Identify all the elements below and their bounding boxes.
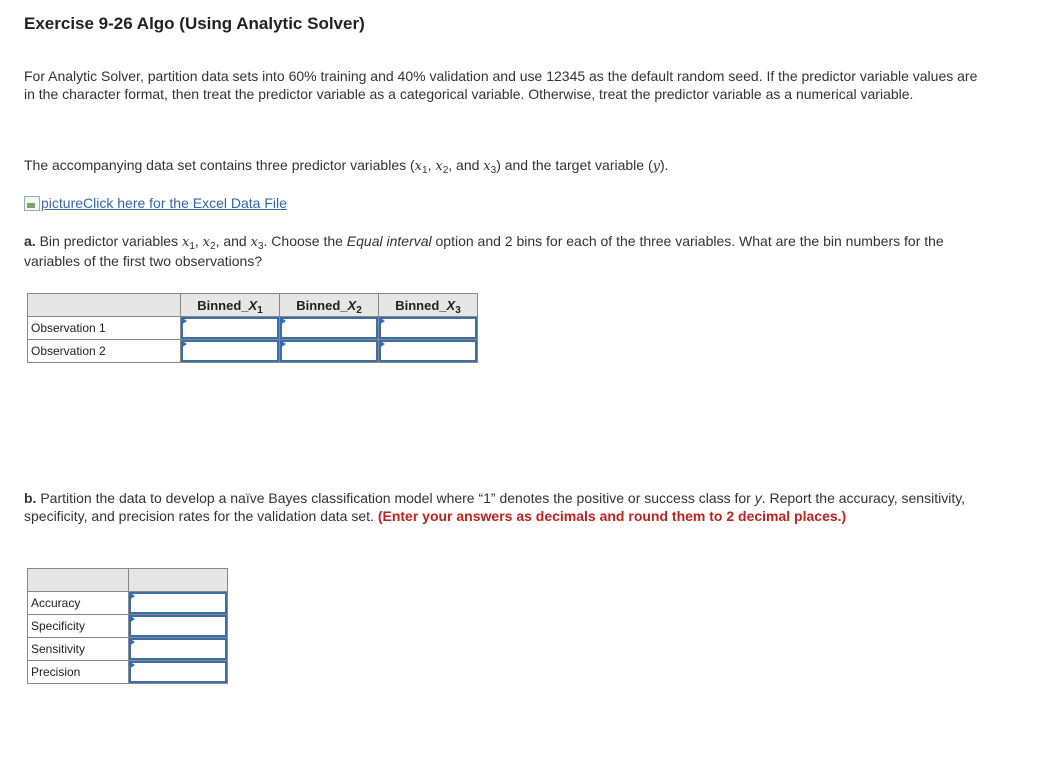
row-label-accuracy: Accuracy	[28, 592, 129, 615]
header-binned-x1: $Binned\_X_1$	[181, 294, 280, 317]
input-marker-icon	[129, 592, 135, 600]
obs2-binned-x2-input[interactable]	[280, 340, 378, 362]
obs1-binned-x3-input[interactable]	[379, 317, 477, 339]
input-marker-icon	[129, 615, 135, 623]
header-binned-x2: $Binned\_X_2$	[280, 294, 379, 317]
dataset-description: The accompanying data set contains three predictor variables ($x_1$, $x_2$, and $x_3$) and the target variable (y).	[24, 157, 669, 176]
row-label-precision: Precision	[28, 661, 129, 684]
row-label-observation-2: Observation 2	[28, 340, 181, 363]
table-row	[28, 638, 228, 661]
input-marker-icon	[129, 638, 135, 646]
accuracy-input[interactable]	[129, 592, 227, 614]
metrics-table	[27, 568, 228, 684]
obs1-binned-x2-input[interactable]	[280, 317, 378, 339]
row-label-observation-1: Observation 1	[28, 317, 181, 340]
excel-data-link[interactable]	[24, 195, 287, 211]
obs2-binned-x1-input[interactable]	[181, 340, 279, 362]
input-marker-icon	[379, 317, 385, 325]
input-marker-icon	[181, 317, 187, 325]
broken-image-icon	[24, 196, 40, 211]
header-blank	[28, 294, 181, 317]
table-row	[28, 592, 228, 615]
table-header-row	[28, 294, 478, 317]
input-marker-icon	[129, 661, 135, 669]
input-marker-icon	[280, 317, 286, 325]
table-row	[28, 661, 228, 684]
obs1-binned-x1-input[interactable]	[181, 317, 279, 339]
question-b: b. Partition the data to develop a naïve Bayes classification model where “1” denotes the positive or success class for y. Report the accuracy, sensitivity, specificity, and precision rates for the validation data set. (Enter your answers as decimals and round them to 2 decimal places.)	[24, 490, 966, 524]
row-label-specificity: Specificity	[28, 615, 129, 638]
input-marker-icon	[280, 340, 286, 348]
table-row	[28, 317, 478, 340]
image-alt-text: picture	[41, 195, 84, 211]
header-blank	[28, 569, 129, 592]
row-label-sensitivity: Sensitivity	[28, 638, 129, 661]
rounding-instruction: (Enter your answers as decimals and round them to 2 decimal places.)	[377, 508, 847, 524]
precision-input[interactable]	[129, 661, 227, 683]
header-binned-x3: $Binned\_X_3$	[379, 294, 478, 317]
header-blank-value	[129, 569, 228, 592]
intro-paragraph: For Analytic Solver, partition data sets into 60% training and 40% validation and use 12345 as the default random seed. If the predictor variable values are in the character format, then treat the predictor variable as a categorical variable. Otherwise, treat the predictor variable as a numerical variable.	[24, 68, 978, 102]
specificity-input[interactable]	[129, 615, 227, 637]
table-header-row	[28, 569, 228, 592]
obs2-binned-x3-input[interactable]	[379, 340, 477, 362]
table-row	[28, 340, 478, 363]
bins-table	[27, 293, 478, 363]
sensitivity-input[interactable]	[129, 638, 227, 660]
question-a: a. Bin predictor variables $x_1$, $x_2$, and $x_3$. Choose the Equal interval option and 2 bins for each of the three variables. What are the bin numbers for the variables of the first two observations?	[24, 233, 944, 269]
input-marker-icon	[379, 340, 385, 348]
page-title: Exercise 9-26 Algo (Using Analytic Solver)	[24, 14, 365, 33]
table-row	[28, 615, 228, 638]
input-marker-icon	[181, 340, 187, 348]
excel-link-label[interactable]: Click here for the Excel Data File	[83, 195, 287, 211]
